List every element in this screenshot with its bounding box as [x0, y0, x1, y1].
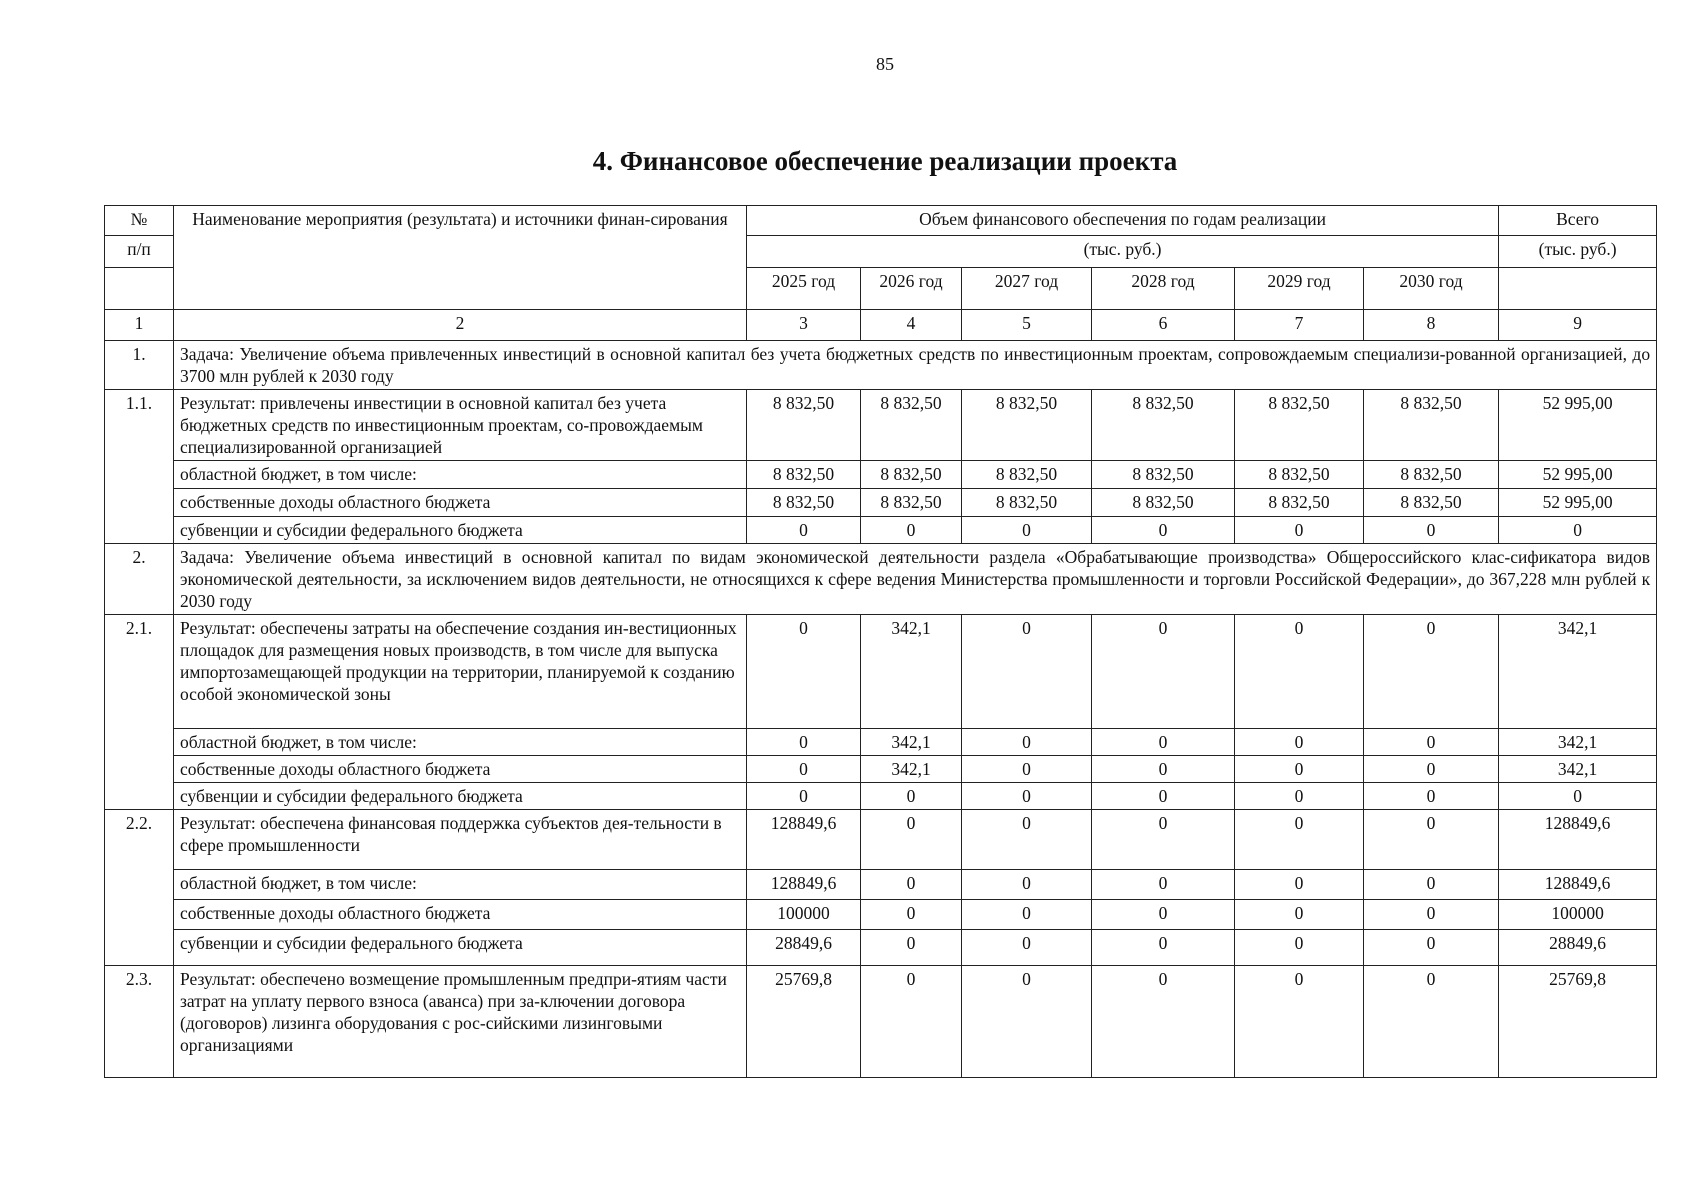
header-volume: Объем финансового обеспечения по годам реализации [747, 206, 1499, 236]
column-number: 7 [1235, 310, 1364, 341]
year-value: 0 [1235, 966, 1364, 1078]
year-value: 0 [1235, 517, 1364, 544]
year-value: 8 832,50 [1235, 461, 1364, 489]
funding-source: областной бюджет, в том числе: [174, 461, 747, 489]
year-value: 0 [1235, 756, 1364, 783]
year-value: 0 [1364, 870, 1499, 900]
year-value: 8 832,50 [747, 489, 861, 517]
year-value: 0 [1235, 615, 1364, 729]
header-unit: (тыс. руб.) [747, 236, 1499, 268]
header-year: 2025 год [747, 268, 861, 310]
year-value: 0 [1092, 517, 1235, 544]
total-value: 0 [1499, 517, 1657, 544]
header-year: 2030 год [1364, 268, 1499, 310]
source-row [105, 900, 1657, 930]
header-num-line2: п/п [105, 236, 174, 268]
year-value: 0 [1092, 756, 1235, 783]
year-value: 0 [962, 783, 1092, 810]
header-year: 2029 год [1235, 268, 1364, 310]
year-value: 128849,6 [747, 810, 861, 870]
column-number: 5 [962, 310, 1092, 341]
header-total-unit: (тыс. руб.) [1499, 236, 1657, 268]
year-value: 0 [747, 729, 861, 756]
year-value: 0 [747, 783, 861, 810]
header-row-1 [105, 206, 1657, 236]
year-value: 0 [861, 810, 962, 870]
year-value: 0 [1092, 930, 1235, 966]
year-value: 0 [1092, 810, 1235, 870]
funding-source: областной бюджет, в том числе: [174, 729, 747, 756]
year-value: 8 832,50 [1364, 489, 1499, 517]
year-value: 8 832,50 [747, 461, 861, 489]
year-value: 0 [962, 615, 1092, 729]
year-value: 0 [1092, 729, 1235, 756]
result-row [105, 966, 1657, 1078]
result-text: Результат: обеспечена финансовая поддержка субъектов дея-тельности в сфере промышленности [174, 810, 747, 870]
year-value: 0 [861, 900, 962, 930]
year-value: 0 [1364, 966, 1499, 1078]
year-value: 0 [1092, 615, 1235, 729]
total-value: 128849,6 [1499, 870, 1657, 900]
year-value: 0 [861, 930, 962, 966]
header-empty-num [105, 268, 174, 310]
total-value: 28849,6 [1499, 930, 1657, 966]
year-value: 0 [1235, 783, 1364, 810]
header-year: 2027 год [962, 268, 1092, 310]
column-number-row [105, 310, 1657, 341]
task-text: Задача: Увеличение объема инвестиций в основной капитал по видам экономической деятельности раздела «Обрабатывающие производства» Общероссийского клас-сификатора видов экономической деятельности, за исключением видов деятельности, не относящихся к сфере ведения Министерства промышленности и торговли Российской Федерации», до 367,228 млн рублей к 2030 году [174, 544, 1657, 615]
column-number: 1 [105, 310, 174, 341]
year-value: 0 [962, 517, 1092, 544]
total-value: 100000 [1499, 900, 1657, 930]
column-number: 9 [1499, 310, 1657, 341]
total-value: 52 995,00 [1499, 461, 1657, 489]
year-value: 8 832,50 [861, 461, 962, 489]
year-value: 0 [1235, 930, 1364, 966]
year-value: 0 [1092, 870, 1235, 900]
total-value: 52 995,00 [1499, 390, 1657, 461]
year-value: 8 832,50 [1235, 489, 1364, 517]
row-number: 1.1. [105, 390, 174, 544]
financing-table [104, 205, 1657, 1078]
total-value: 52 995,00 [1499, 489, 1657, 517]
source-row [105, 461, 1657, 489]
year-value: 0 [1092, 783, 1235, 810]
page-number: 85 [876, 54, 894, 74]
year-value: 0 [1092, 900, 1235, 930]
task-text: Задача: Увеличение объема привлеченных инвестиций в основной капитал без учета бюджетных средств по инвестиционным проектам, сопровождаемым специализи-рованной организацией, до 3700 млн рублей к 2030 году [174, 341, 1657, 390]
source-row [105, 729, 1657, 756]
year-value: 8 832,50 [861, 489, 962, 517]
column-number: 2 [174, 310, 747, 341]
header-name: Наименование мероприятия (результата) и источники финан-сирования [174, 206, 747, 310]
funding-source: собственные доходы областного бюджета [174, 756, 747, 783]
total-value: 0 [1499, 783, 1657, 810]
year-value: 0 [747, 615, 861, 729]
year-value: 0 [962, 810, 1092, 870]
year-value: 0 [1235, 900, 1364, 930]
source-row [105, 870, 1657, 900]
year-value: 0 [747, 517, 861, 544]
year-value: 8 832,50 [1364, 461, 1499, 489]
total-value: 128849,6 [1499, 810, 1657, 870]
header-year: 2028 год [1092, 268, 1235, 310]
row-number: 2.2. [105, 810, 174, 966]
result-row [105, 810, 1657, 870]
column-number: 8 [1364, 310, 1499, 341]
header-year: 2026 год [861, 268, 962, 310]
header-total: Всего [1499, 206, 1657, 236]
year-value: 0 [962, 900, 1092, 930]
year-value: 8 832,50 [1092, 461, 1235, 489]
year-value: 8 832,50 [962, 390, 1092, 461]
row-number: 1. [105, 341, 174, 390]
total-value: 342,1 [1499, 756, 1657, 783]
row-number: 2.1. [105, 615, 174, 810]
year-value: 25769,8 [747, 966, 861, 1078]
year-value: 0 [962, 729, 1092, 756]
funding-source: областной бюджет, в том числе: [174, 870, 747, 900]
result-text: Результат: обеспечены затраты на обеспечение создания ин-вестиционных площадок для размещения новых производств, в том числе для выпуска импортозамещающей продукции на территории, планируемой к созданию особой экономической зоны [174, 615, 747, 729]
year-value: 28849,6 [747, 930, 861, 966]
year-value: 8 832,50 [962, 489, 1092, 517]
result-text: Результат: привлечены инвестиции в основной капитал без учета бюджетных средств по инвестиционным проектам, со-провождаемым специализированной организацией [174, 390, 747, 461]
header-num-line1: № [105, 206, 174, 236]
year-value: 0 [1364, 900, 1499, 930]
year-value: 100000 [747, 900, 861, 930]
year-value: 0 [1235, 810, 1364, 870]
year-value: 0 [962, 930, 1092, 966]
row-number: 2. [105, 544, 174, 615]
year-value: 0 [1364, 729, 1499, 756]
year-value: 342,1 [861, 729, 962, 756]
task-row [105, 544, 1657, 615]
year-value: 8 832,50 [747, 390, 861, 461]
source-row [105, 489, 1657, 517]
year-value: 342,1 [861, 756, 962, 783]
source-row [105, 930, 1657, 966]
year-value: 0 [1235, 729, 1364, 756]
year-value: 0 [1364, 517, 1499, 544]
year-value: 0 [1364, 810, 1499, 870]
source-row [105, 783, 1657, 810]
year-value: 8 832,50 [1235, 390, 1364, 461]
funding-source: собственные доходы областного бюджета [174, 489, 747, 517]
source-row [105, 517, 1657, 544]
task-row [105, 341, 1657, 390]
result-row [105, 615, 1657, 729]
column-number: 3 [747, 310, 861, 341]
year-value: 0 [747, 756, 861, 783]
header-empty-total [1499, 268, 1657, 310]
year-value: 8 832,50 [962, 461, 1092, 489]
year-value: 0 [861, 517, 962, 544]
funding-source: субвенции и субсидии федерального бюджета [174, 517, 747, 544]
total-value: 342,1 [1499, 729, 1657, 756]
funding-source: собственные доходы областного бюджета [174, 900, 747, 930]
year-value: 0 [962, 756, 1092, 783]
funding-source: субвенции и субсидии федерального бюджета [174, 930, 747, 966]
year-value: 0 [1092, 966, 1235, 1078]
year-value: 0 [962, 870, 1092, 900]
year-value: 0 [1364, 783, 1499, 810]
total-value: 342,1 [1499, 615, 1657, 729]
year-value: 0 [1364, 615, 1499, 729]
year-value: 8 832,50 [1364, 390, 1499, 461]
year-value: 0 [861, 783, 962, 810]
year-value: 0 [962, 966, 1092, 1078]
document-title: 4. Финансовое обеспечение реализации проекта [592, 146, 1178, 176]
year-value: 0 [1364, 756, 1499, 783]
result-text: Результат: обеспечено возмещение промышленным предпри-ятиям части затрат на уплату первого взноса (аванса) при за-ключении договора (договоров) лизинга оборудования с рос-сийскими лизинговыми организациями [174, 966, 747, 1078]
year-value: 8 832,50 [861, 390, 962, 461]
source-row [105, 756, 1657, 783]
year-value: 0 [1364, 930, 1499, 966]
total-value: 25769,8 [1499, 966, 1657, 1078]
year-value: 0 [1235, 870, 1364, 900]
column-number: 4 [861, 310, 962, 341]
year-value: 342,1 [861, 615, 962, 729]
result-row [105, 390, 1657, 461]
year-value: 0 [861, 870, 962, 900]
column-number: 6 [1092, 310, 1235, 341]
row-number: 2.3. [105, 966, 174, 1078]
year-value: 8 832,50 [1092, 390, 1235, 461]
year-value: 128849,6 [747, 870, 861, 900]
year-value: 8 832,50 [1092, 489, 1235, 517]
year-value: 0 [861, 966, 962, 1078]
funding-source: субвенции и субсидии федерального бюджета [174, 783, 747, 810]
